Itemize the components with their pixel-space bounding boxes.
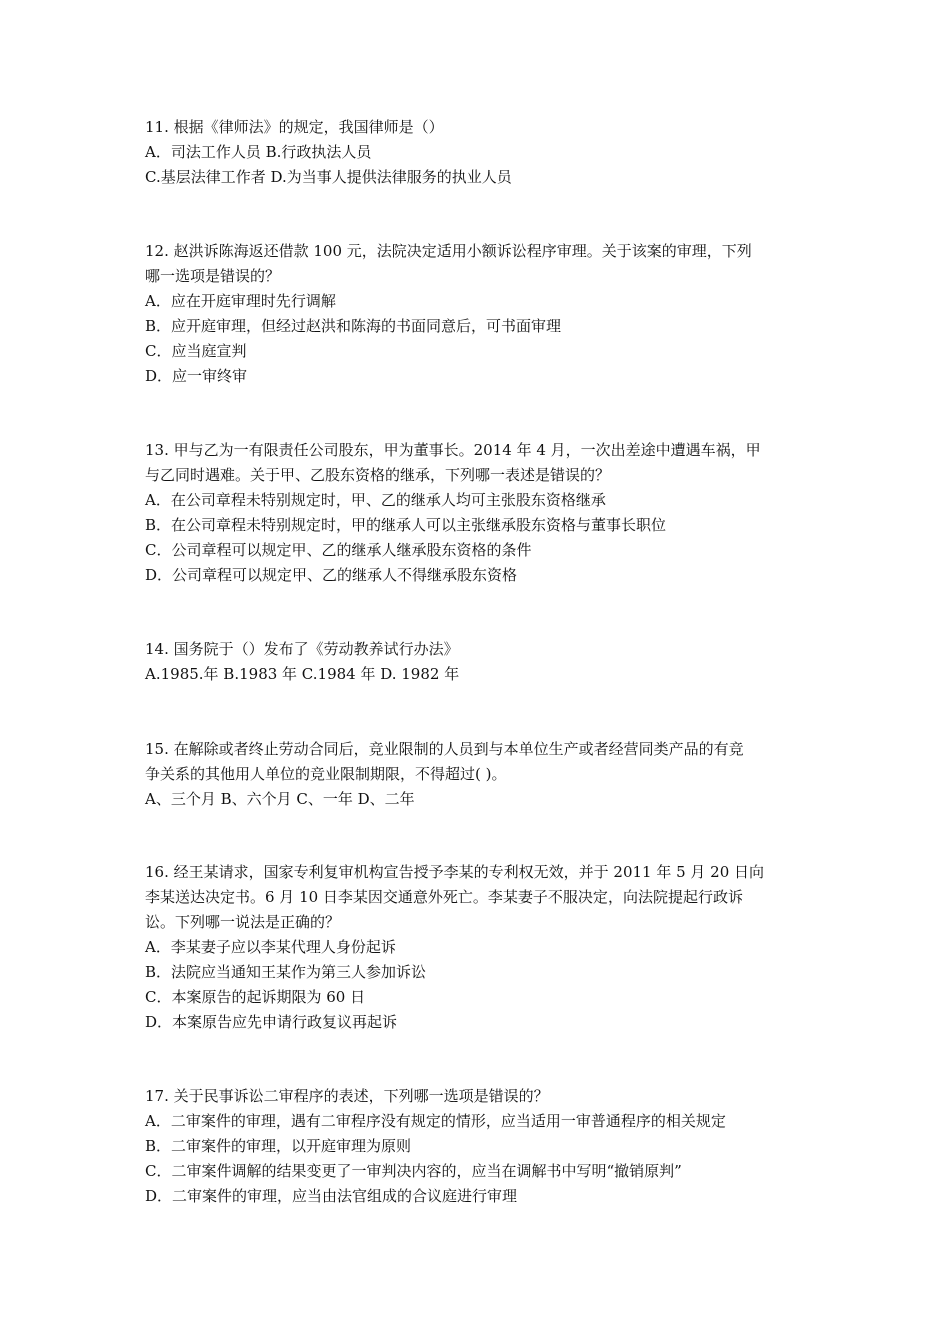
option-a: A．应在开庭审理时先行调解 [145, 292, 336, 310]
question-stem: 16. 经王某请求，国家专利复审机构宣告授予李某的专利权无效，并于 2011 年 5 月 20 日向 [145, 863, 765, 881]
question-17 [145, 1084, 825, 1209]
question-options: A．司法工作人员 B.行政执法人员 [145, 143, 372, 161]
option-a: A．二审案件的审理，遇有二审程序没有规定的情形，应当适用一审普通程序的相关规定 [145, 1112, 726, 1130]
question-stem: 与乙同时遇难。关于甲、乙股东资格的继承，下列哪一表述是错误的？ [145, 466, 611, 484]
question-stem: 11. 根据《律师法》的规定，我国律师是（） [145, 118, 444, 136]
option-b: B．二审案件的审理，以开庭审理为原则 [145, 1137, 412, 1155]
question-13 [145, 438, 825, 588]
question-stem: 17. 关于民事诉讼二审程序的表述，下列哪一选项是错误的？ [145, 1087, 549, 1105]
option-b: B．法院应当通知王某作为第三人参加诉讼 [145, 963, 427, 981]
question-stem: 哪一选项是错误的？ [145, 267, 281, 285]
question-options: A.1985.年 B.1983 年 C.1984 年 D. 1982 年 [145, 665, 460, 683]
option-a: A．在公司章程未特别规定时，甲、乙的继承人均可主张股东资格继承 [145, 491, 606, 509]
question-stem: 14. 国务院于（）发布了《劳动教养试行办法》 [145, 640, 459, 658]
option-c: C．二审案件调解的结果变更了一审判决内容的，应当在调解书中写明“撤销原判” [145, 1162, 682, 1180]
option-d: D．二审案件的审理，应当由法官组成的合议庭进行审理 [145, 1187, 518, 1205]
option-c: C．公司章程可以规定甲、乙的继承人继承股东资格的条件 [145, 541, 532, 559]
option-b: B．应开庭审理，但经过赵洪和陈海的书面同意后，可书面审理 [145, 317, 562, 335]
option-d: D．本案原告应先申请行政复议再起诉 [145, 1013, 398, 1031]
option-c: C．本案原告的起诉期限为 60 日 [145, 988, 366, 1006]
question-15 [145, 737, 825, 812]
option-d: D．应一审终审 [145, 367, 248, 385]
question-stem: 15. 在解除或者终止劳动合同后，竞业限制的人员到与本单位生产或者经营同类产品的有竞 [145, 740, 744, 758]
question-14 [145, 637, 825, 687]
question-12 [145, 239, 825, 389]
question-options: A、三个月 B、六个月 C、一年 D、二年 [145, 790, 415, 808]
option-c: C．应当庭宣判 [145, 342, 247, 360]
question-16 [145, 860, 825, 1035]
question-stem: 12. 赵洪诉陈海返还借款 100 元，法院决定适用小额诉讼程序审理。关于该案的审理，下列 [145, 242, 752, 260]
question-options: C.基层法律工作者 D.为当事人提供法律服务的执业人员 [145, 168, 512, 186]
question-stem: 讼。下列哪一说法是正确的？ [145, 913, 341, 931]
question-stem: 争关系的其他用人单位的竞业限制期限，不得超过( )。 [145, 765, 507, 783]
question-stem: 13. 甲与乙为一有限责任公司股东，甲为董事长。2014 年 4 月，一次出差途中遭遇车祸，甲 [145, 441, 761, 459]
question-11 [145, 115, 825, 190]
option-a: A．李某妻子应以李某代理人身份起诉 [145, 938, 396, 956]
option-d: D．公司章程可以规定甲、乙的继承人不得继承股东资格 [145, 566, 518, 584]
question-stem: 李某送达决定书。6 月 10 日李某因交通意外死亡。李某妻子不服决定，向法院提起行政诉 [145, 888, 743, 906]
option-b: B．在公司章程未特别规定时，甲的继承人可以主张继承股东资格与董事长职位 [145, 516, 667, 534]
